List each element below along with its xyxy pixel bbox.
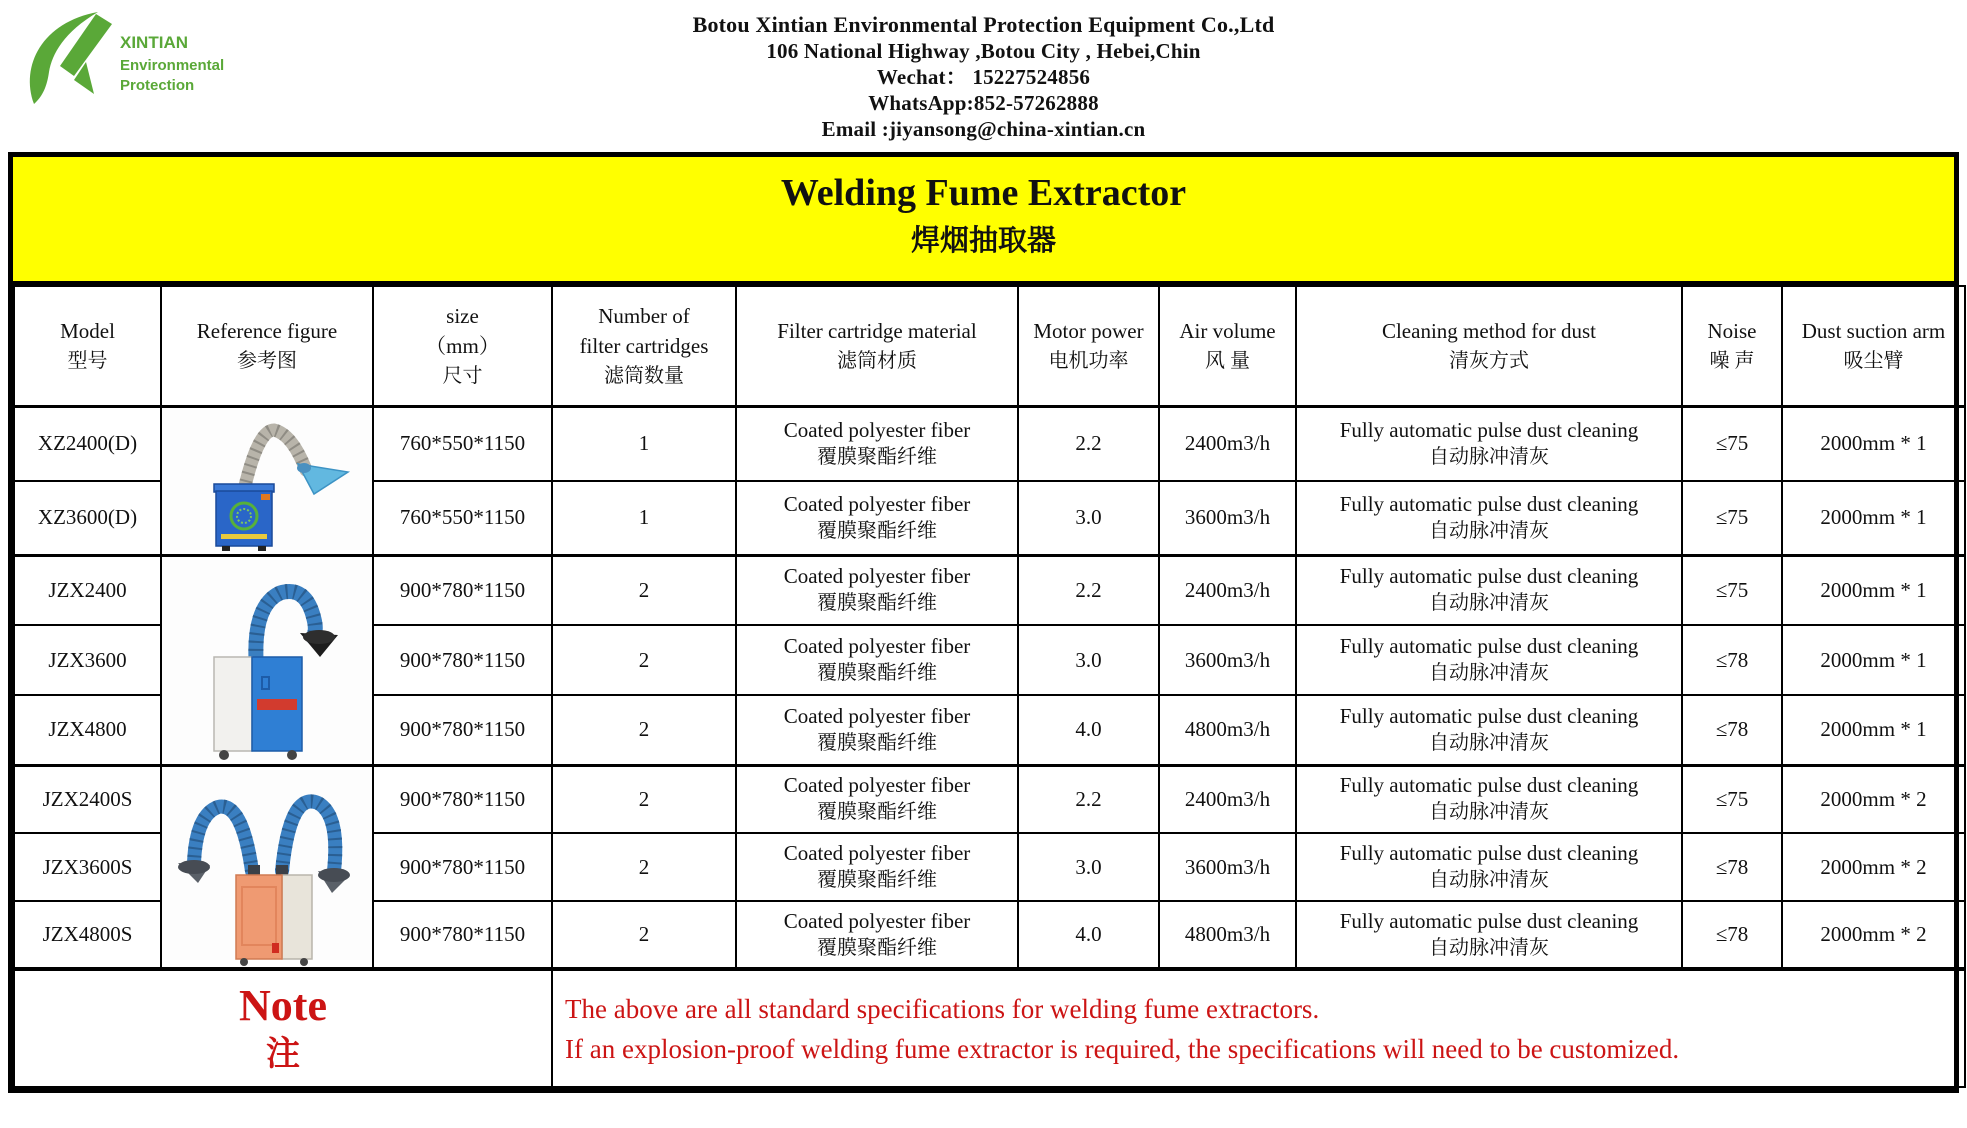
svg-text:Environmental: Environmental xyxy=(120,57,225,74)
cleaning-method-cell: Fully automatic pulse dust cleaning 自动脉冲清灰 xyxy=(1296,695,1682,765)
size-cell: 900*780*1150 xyxy=(373,765,552,833)
cartridge-count-cell: 1 xyxy=(552,406,736,481)
cartridge-count-cell: 2 xyxy=(552,765,736,833)
filter-material-cell: Coated polyester fiber 覆膜聚酯纤维 xyxy=(736,695,1018,765)
cartridge-count-cell: 2 xyxy=(552,555,736,625)
col-header-cleaning-method: Cleaning method for dust 清灰方式 xyxy=(1296,286,1682,406)
col-header-air-volume: Air volume 风 量 xyxy=(1159,286,1296,406)
logo-brand-text: XINTIAN xyxy=(120,33,188,52)
suction-arm-cell: 2000mm * 1 xyxy=(1782,406,1965,481)
air-volume-cell: 2400m3/h xyxy=(1159,406,1296,481)
noise-cell: ≤75 xyxy=(1682,765,1782,833)
model-cell: JZX3600 xyxy=(14,625,161,695)
filter-material-cell: Coated polyester fiber 覆膜聚酯纤维 xyxy=(736,833,1018,901)
reference-figure-double-blue-arm xyxy=(161,765,373,969)
suction-arm-cell: 2000mm * 2 xyxy=(1782,765,1965,833)
size-cell: 900*780*1150 xyxy=(373,901,552,969)
sheet-title-zh: 焊烟抽取器 xyxy=(910,225,1056,257)
suction-arm-cell: 2000mm * 1 xyxy=(1782,481,1965,556)
col-header-cartridge-count: Number of filter cartridges 滤筒数量 xyxy=(552,286,736,406)
noise-cell: ≤75 xyxy=(1682,406,1782,481)
cleaning-method-cell: Fully automatic pulse dust cleaning 自动脉冲清灰 xyxy=(1296,625,1682,695)
table-header-row xyxy=(14,286,1965,406)
fume-extractor-image-xz xyxy=(164,408,370,554)
note-line-1: The above are all standard specifications for welding fume extractors. xyxy=(565,993,1320,1024)
air-volume-cell: 4800m3/h xyxy=(1159,901,1296,969)
motor-power-cell: 3.0 xyxy=(1018,625,1159,695)
size-cell: 760*550*1150 xyxy=(373,406,552,481)
cleaning-method-cell: Fully automatic pulse dust cleaning 自动脉冲清灰 xyxy=(1296,765,1682,833)
air-volume-cell: 3600m3/h xyxy=(1159,833,1296,901)
model-cell: JZX3600S xyxy=(14,833,161,901)
model-cell: JZX2400S xyxy=(14,765,161,833)
company-email: Email :jiyansong@china-xintian.cn xyxy=(821,117,1146,141)
cartridge-count-cell: 2 xyxy=(552,625,736,695)
company-wechat: Wechat： 15227524856 xyxy=(876,65,1091,89)
filter-material-cell: Coated polyester fiber 覆膜聚酯纤维 xyxy=(736,901,1018,969)
air-volume-cell: 2400m3/h xyxy=(1159,765,1296,833)
col-header-model: Model 型号 xyxy=(14,286,161,406)
col-header-reference-figure: Reference figure 参考图 xyxy=(161,286,373,406)
reference-figure-single-blue-arm xyxy=(161,555,373,765)
filter-material-cell: Coated polyester fiber 覆膜聚酯纤维 xyxy=(736,406,1018,481)
size-cell: 900*780*1150 xyxy=(373,555,552,625)
filter-material-cell: Coated polyester fiber 覆膜聚酯纤维 xyxy=(736,625,1018,695)
filter-material-cell: Coated polyester fiber 覆膜聚酯纤维 xyxy=(736,765,1018,833)
size-cell: 900*780*1150 xyxy=(373,833,552,901)
motor-power-cell: 2.2 xyxy=(1018,555,1159,625)
cartridge-count-cell: 2 xyxy=(552,901,736,969)
noise-cell: ≤78 xyxy=(1682,901,1782,969)
suction-arm-cell: 2000mm * 2 xyxy=(1782,833,1965,901)
col-header-motor-power: Motor power 电机功率 xyxy=(1018,286,1159,406)
noise-cell: ≤78 xyxy=(1682,625,1782,695)
motor-power-cell: 3.0 xyxy=(1018,833,1159,901)
suction-arm-cell: 2000mm * 1 xyxy=(1782,555,1965,625)
size-cell: 900*780*1150 xyxy=(373,625,552,695)
noise-cell: ≤78 xyxy=(1682,695,1782,765)
model-cell: JZX4800S xyxy=(14,901,161,969)
motor-power-cell: 4.0 xyxy=(1018,695,1159,765)
cleaning-method-cell: Fully automatic pulse dust cleaning 自动脉冲清灰 xyxy=(1296,833,1682,901)
cleaning-method-cell: Fully automatic pulse dust cleaning 自动脉冲清灰 xyxy=(1296,555,1682,625)
cartridge-count-cell: 1 xyxy=(552,481,736,556)
cartridge-count-cell: 2 xyxy=(552,695,736,765)
motor-power-cell: 4.0 xyxy=(1018,901,1159,969)
fume-extractor-image-jzx xyxy=(164,557,370,763)
cleaning-method-cell: Fully automatic pulse dust cleaning 自动脉冲清灰 xyxy=(1296,901,1682,969)
company-info xyxy=(0,12,1967,142)
noise-cell: ≤75 xyxy=(1682,555,1782,625)
suction-arm-cell: 2000mm * 1 xyxy=(1782,695,1965,765)
model-cell: JZX4800 xyxy=(14,695,161,765)
suction-arm-cell: 2000mm * 2 xyxy=(1782,901,1965,969)
air-volume-cell: 3600m3/h xyxy=(1159,625,1296,695)
note-row xyxy=(14,969,1965,1087)
sheet-title-en: Welding Fume Extractor xyxy=(780,172,1187,214)
air-volume-cell: 2400m3/h xyxy=(1159,555,1296,625)
table-row xyxy=(14,555,1965,625)
col-header-filter-material: Filter cartridge material 滤筒材质 xyxy=(736,286,1018,406)
motor-power-cell: 2.2 xyxy=(1018,406,1159,481)
size-cell: 760*550*1150 xyxy=(373,481,552,556)
cleaning-method-cell: Fully automatic pulse dust cleaning 自动脉冲清灰 xyxy=(1296,481,1682,556)
col-header-size: size （mm） 尺寸 xyxy=(373,286,552,406)
filter-material-cell: Coated polyester fiber 覆膜聚酯纤维 xyxy=(736,481,1018,556)
table-row xyxy=(14,406,1965,481)
note-label-cell xyxy=(14,969,552,1087)
note-label-en: Note xyxy=(239,980,327,1030)
size-cell: 900*780*1150 xyxy=(373,695,552,765)
company-name: Botou Xintian Environmental Protection Equipment Co.,Ltd xyxy=(692,12,1275,37)
air-volume-cell: 3600m3/h xyxy=(1159,481,1296,556)
svg-text:Protection: Protection xyxy=(120,77,195,94)
cleaning-method-cell: Fully automatic pulse dust cleaning 自动脉冲清灰 xyxy=(1296,406,1682,481)
reference-figure-single-gray-arm xyxy=(161,406,373,555)
company-whatsapp: WhatsApp:852-57262888 xyxy=(868,91,1099,115)
fume-extractor-image-jzxs xyxy=(164,767,370,967)
company-address: 106 National Highway ,Botou City , Hebei,Chin xyxy=(766,39,1201,63)
note-line-2: If an explosion-proof welding fume extractor is required, the specifications will need to be customized. xyxy=(565,1033,1680,1064)
note-text-cell xyxy=(552,969,1965,1087)
cartridge-count-cell: 2 xyxy=(552,833,736,901)
suction-arm-cell: 2000mm * 1 xyxy=(1782,625,1965,695)
title-bar xyxy=(13,157,1954,285)
spec-table xyxy=(13,285,1966,1088)
note-label-zh: 注 xyxy=(266,1035,300,1073)
model-cell: XZ2400(D) xyxy=(14,406,161,481)
motor-power-cell: 3.0 xyxy=(1018,481,1159,556)
noise-cell: ≤75 xyxy=(1682,481,1782,556)
noise-cell: ≤78 xyxy=(1682,833,1782,901)
air-volume-cell: 4800m3/h xyxy=(1159,695,1296,765)
motor-power-cell: 2.2 xyxy=(1018,765,1159,833)
model-cell: XZ3600(D) xyxy=(14,481,161,556)
letterhead xyxy=(0,0,1967,150)
col-header-noise: Noise 噪 声 xyxy=(1682,286,1782,406)
col-header-dust-suction-arm: Dust suction arm 吸尘臂 xyxy=(1782,286,1965,406)
spec-sheet xyxy=(8,152,1959,1093)
table-row xyxy=(14,765,1965,833)
filter-material-cell: Coated polyester fiber 覆膜聚酯纤维 xyxy=(736,555,1018,625)
model-cell: JZX2400 xyxy=(14,555,161,625)
